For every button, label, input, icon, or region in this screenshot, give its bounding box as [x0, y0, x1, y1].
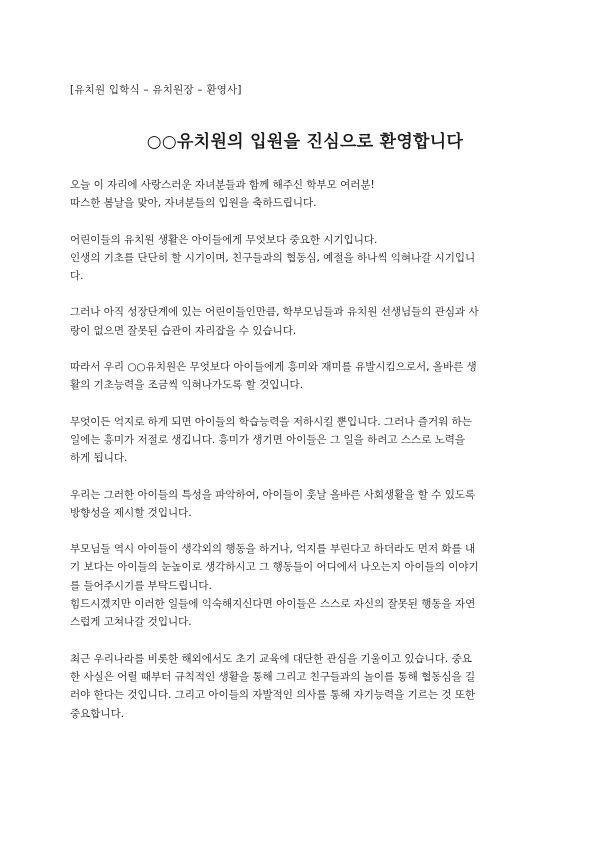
- text-line: 기 보다는 아이들의 눈높이로 생각하시고 그 행동들이 어디에서 나오는지 아이들의 이야기: [70, 561, 479, 574]
- paragraph: [70, 303, 540, 340]
- text-line: 일에는 흥미가 저절로 생깁니다. 흥미가 생기면 아이들은 그 일을 하려고 스스로 노력을: [70, 433, 466, 446]
- text-line: 중요합니다.: [70, 707, 125, 720]
- text-line: 최근 우리나라를 비롯한 해외에서도 초기 교육에 대단한 관심을 기울이고 있습니다. 중요: [70, 652, 472, 665]
- paragraph: [70, 595, 540, 632]
- paragraph: [70, 486, 540, 523]
- paragraph: [70, 413, 540, 468]
- text-line: 활의 기초능력을 조금씩 익혀나가도록 할 것입니다.: [70, 379, 304, 392]
- paragraph: [70, 540, 540, 595]
- text-line: 오늘 이 자리에 사랑스러운 자녀분들과 함께 해주신 학부모 여러분!: [70, 179, 375, 191]
- document-title: ○○유치원의 입원을 진심으로 환영합니다: [146, 132, 464, 152]
- text-line: 를 들어주시기를 부탁드립니다.: [70, 579, 212, 592]
- text-line: 다.: [70, 270, 84, 283]
- paragraph: [70, 176, 540, 213]
- paragraph: [70, 231, 540, 286]
- text-line: 부모님들 역시 아이들이 생각외의 행동을 하거나, 억지를 부린다고 하더라도 먼저 화를 내: [70, 543, 476, 556]
- paragraph: [70, 650, 540, 723]
- text-line: 스럽게 고쳐나갈 것입니다.: [70, 616, 192, 629]
- text-line: 랑이 없으면 잘못된 습관이 자리잡을 수 있습니다.: [70, 324, 297, 337]
- text-line: 따스한 봄날을 맞아, 자녀분들의 입원을 축하드립니다.: [70, 197, 317, 210]
- text-line: 어린이들의 유치원 생활은 아이들에게 무엇보다 중요한 시기입니다.: [70, 233, 378, 246]
- document-body: [70, 176, 540, 723]
- text-line: 하게 됩니다.: [70, 452, 128, 465]
- text-line: 방향성을 제시할 것입니다.: [70, 506, 192, 519]
- text-line: 무엇이든 억지로 하게 되면 아이들의 학습능력을 저하시킬 뿐입니다. 그러나 즐거워 하는: [70, 415, 472, 428]
- paragraph: [70, 358, 540, 395]
- text-line: 힘드시겠지만 이러한 일들에 익숙해지신다면 아이들은 스스로 자신의 잘못된 행동을 자연: [70, 598, 476, 611]
- text-line: 그러나 아직 성장단계에 있는 어린이들인만큼, 학부모님들과 유치원 선생님들의 관심과 사: [70, 306, 479, 319]
- document-category: [유치원 입학식 – 유치원장 – 환영사]: [70, 84, 242, 96]
- text-line: 우리는 그러한 아이들의 특성을 파악하여, 아이들이 훗날 올바른 사회생활을 할 수 있도록: [70, 488, 476, 501]
- text-line: 러야 한다는 것입니다. 그리고 아이들의 자발적인 의사를 통해 자기능력을 기르는 것 또한: [70, 689, 476, 702]
- text-line: 인생의 기초를 단단히 할 시기이며, 친구들과의 협동심, 예절을 하나씩 익혀나갈 시기입니: [70, 251, 476, 264]
- text-line: 따라서 우리 ○○유치원은 무엇보다 아이들에게 흥미와 재미를 유발시킴으로서, 올바른 생: [70, 361, 477, 374]
- document-page: [70, 82, 540, 741]
- text-line: 한 사실은 어릴 때부터 규칙적인 생활을 통해 그리고 친구들과의 놀이를 통해 협동심을 길: [70, 670, 476, 683]
